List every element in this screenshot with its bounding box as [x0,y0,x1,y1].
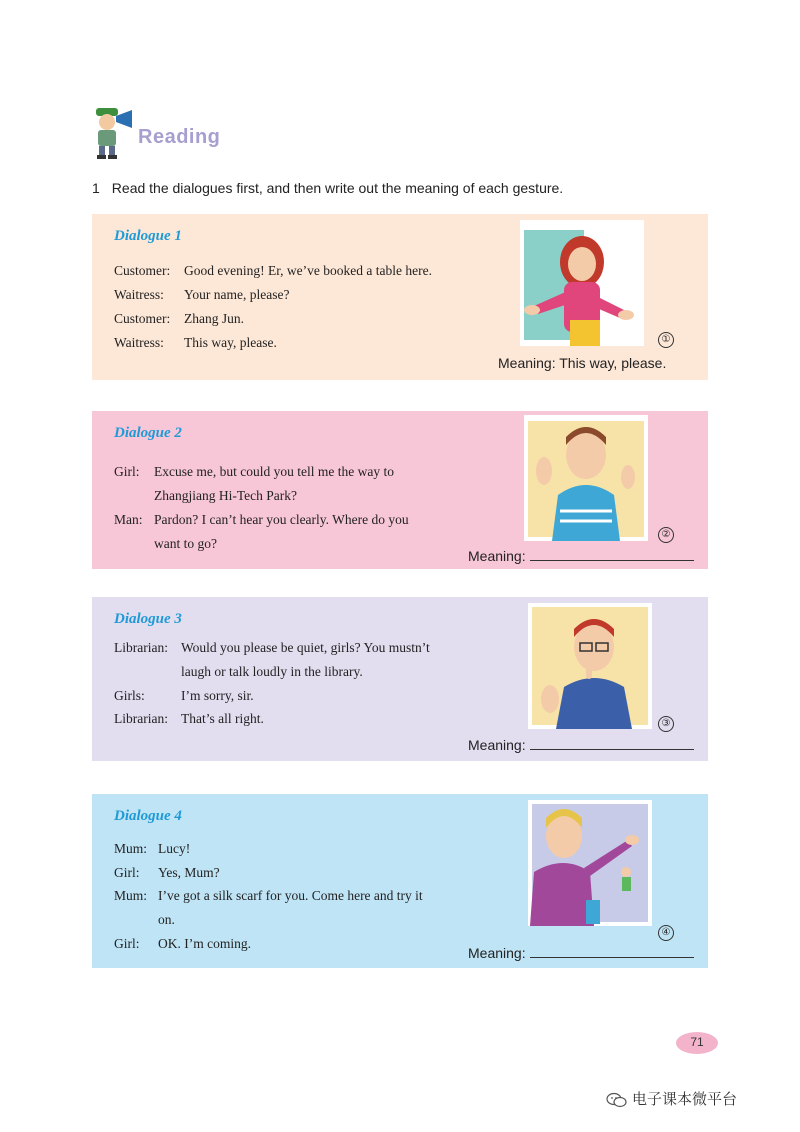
line-text: Your name, please? [184,287,290,302]
speaker-label: Customer: [114,311,171,326]
dialogue-panel-4 [92,794,708,968]
speaker-label: Girl: [114,936,140,951]
exercise-number: 1 [92,180,100,196]
reporter-with-megaphone-icon [88,106,136,160]
gesture-number-marker: ① [658,332,674,348]
dialogue-title: Dialogue 4 [114,808,182,824]
wechat-icon [606,1092,628,1108]
dialogue-line [114,711,264,727]
meaning-label: Meaning: [468,548,526,564]
speaker-label: Librarian: [114,711,168,726]
exercise-instruction [92,180,563,196]
line-text: want to go? [154,536,217,551]
line-text: I’m sorry, sir. [181,688,254,703]
page-number: 71 [690,1035,704,1049]
dialogue-line [114,936,251,952]
dialogue-line [114,311,244,327]
meaning-answer-blank[interactable] [530,737,694,750]
mum-beckoning-illustration [528,800,652,926]
dialogue-line [114,536,217,552]
meaning-answer: This way, please. [559,355,667,371]
line-text: Would you please be quiet, girls? You mustn’t [181,640,430,655]
line-text: Pardon? I can’t hear you clearly. Where do you [154,512,409,527]
dialogue-line [114,512,409,528]
line-text: on. [158,912,175,927]
speaker-label: Customer: [114,263,171,278]
line-text: Yes, Mum? [158,865,220,880]
line-text: I’ve got a silk scarf for you. Come here and try it [158,888,423,903]
watermark [606,1088,737,1109]
dialogue-line [114,335,277,351]
dialogue-line [114,464,394,480]
librarian-shushing-illustration [528,603,652,729]
dialogue-line [114,841,190,857]
dialogue-line [114,640,430,656]
dialogue-line [114,865,220,881]
speaker-label: Waitress: [114,335,164,350]
dialogue-line [114,488,297,504]
dialogue-line [114,888,423,904]
section-header [88,106,388,162]
speaker-label: Mum: [114,841,148,856]
speaker-label: Girls: [114,688,145,703]
dialogue-panel-3 [92,597,708,761]
line-text: laugh or talk loudly in the library. [181,664,363,679]
line-text: Good evening! Er, we’ve booked a table here. [184,263,432,278]
line-text: Lucy! [158,841,191,856]
line-text: That’s all right. [181,711,264,726]
gesture-number-marker: ③ [658,716,674,732]
meaning-row [468,548,694,564]
meaning-row [468,737,694,753]
speaker-label: Girl: [114,865,140,880]
meaning-answer-blank[interactable] [530,945,694,958]
line-text: Zhang Jun. [184,311,244,326]
speaker-label: Girl: [114,464,140,479]
dialogue-panel-1 [92,214,708,380]
dialogue-line [114,263,432,279]
gesture-number-marker: ② [658,527,674,543]
dialogue-title: Dialogue 2 [114,425,182,441]
meaning-label: Meaning: [468,737,526,753]
waitress-gesture-illustration [520,220,644,346]
dialogue-panel-2 [92,411,708,569]
dialogue-line [114,664,363,680]
dialogue-line [114,912,175,928]
dialogue-line [114,688,254,704]
meaning-answer-blank[interactable] [530,548,694,561]
meaning-row [498,355,666,371]
meaning-label: Meaning: [498,355,556,371]
speaker-label: Librarian: [114,640,168,655]
speaker-label: Man: [114,512,143,527]
speaker-label: Mum: [114,888,148,903]
instruction-text: Read the dialogues first, and then write out the meaning of each gesture. [111,180,564,196]
line-text: OK. I’m coming. [158,936,251,951]
dialogue-title: Dialogue 3 [114,611,182,627]
man-cupping-ear-illustration [524,415,648,541]
watermark-text: 电子课本微平台 [632,1090,738,1108]
meaning-row [468,945,694,961]
dialogue-line [114,287,289,303]
section-title: Reading [138,126,221,148]
meaning-label: Meaning: [468,945,526,961]
line-text: This way, please. [184,335,277,350]
line-text: Excuse me, but could you tell me the way to [154,464,394,479]
gesture-number-marker: ④ [658,925,674,941]
speaker-label: Waitress: [114,287,164,302]
line-text: Zhangjiang Hi-Tech Park? [154,488,298,503]
dialogue-title: Dialogue 1 [114,228,182,244]
